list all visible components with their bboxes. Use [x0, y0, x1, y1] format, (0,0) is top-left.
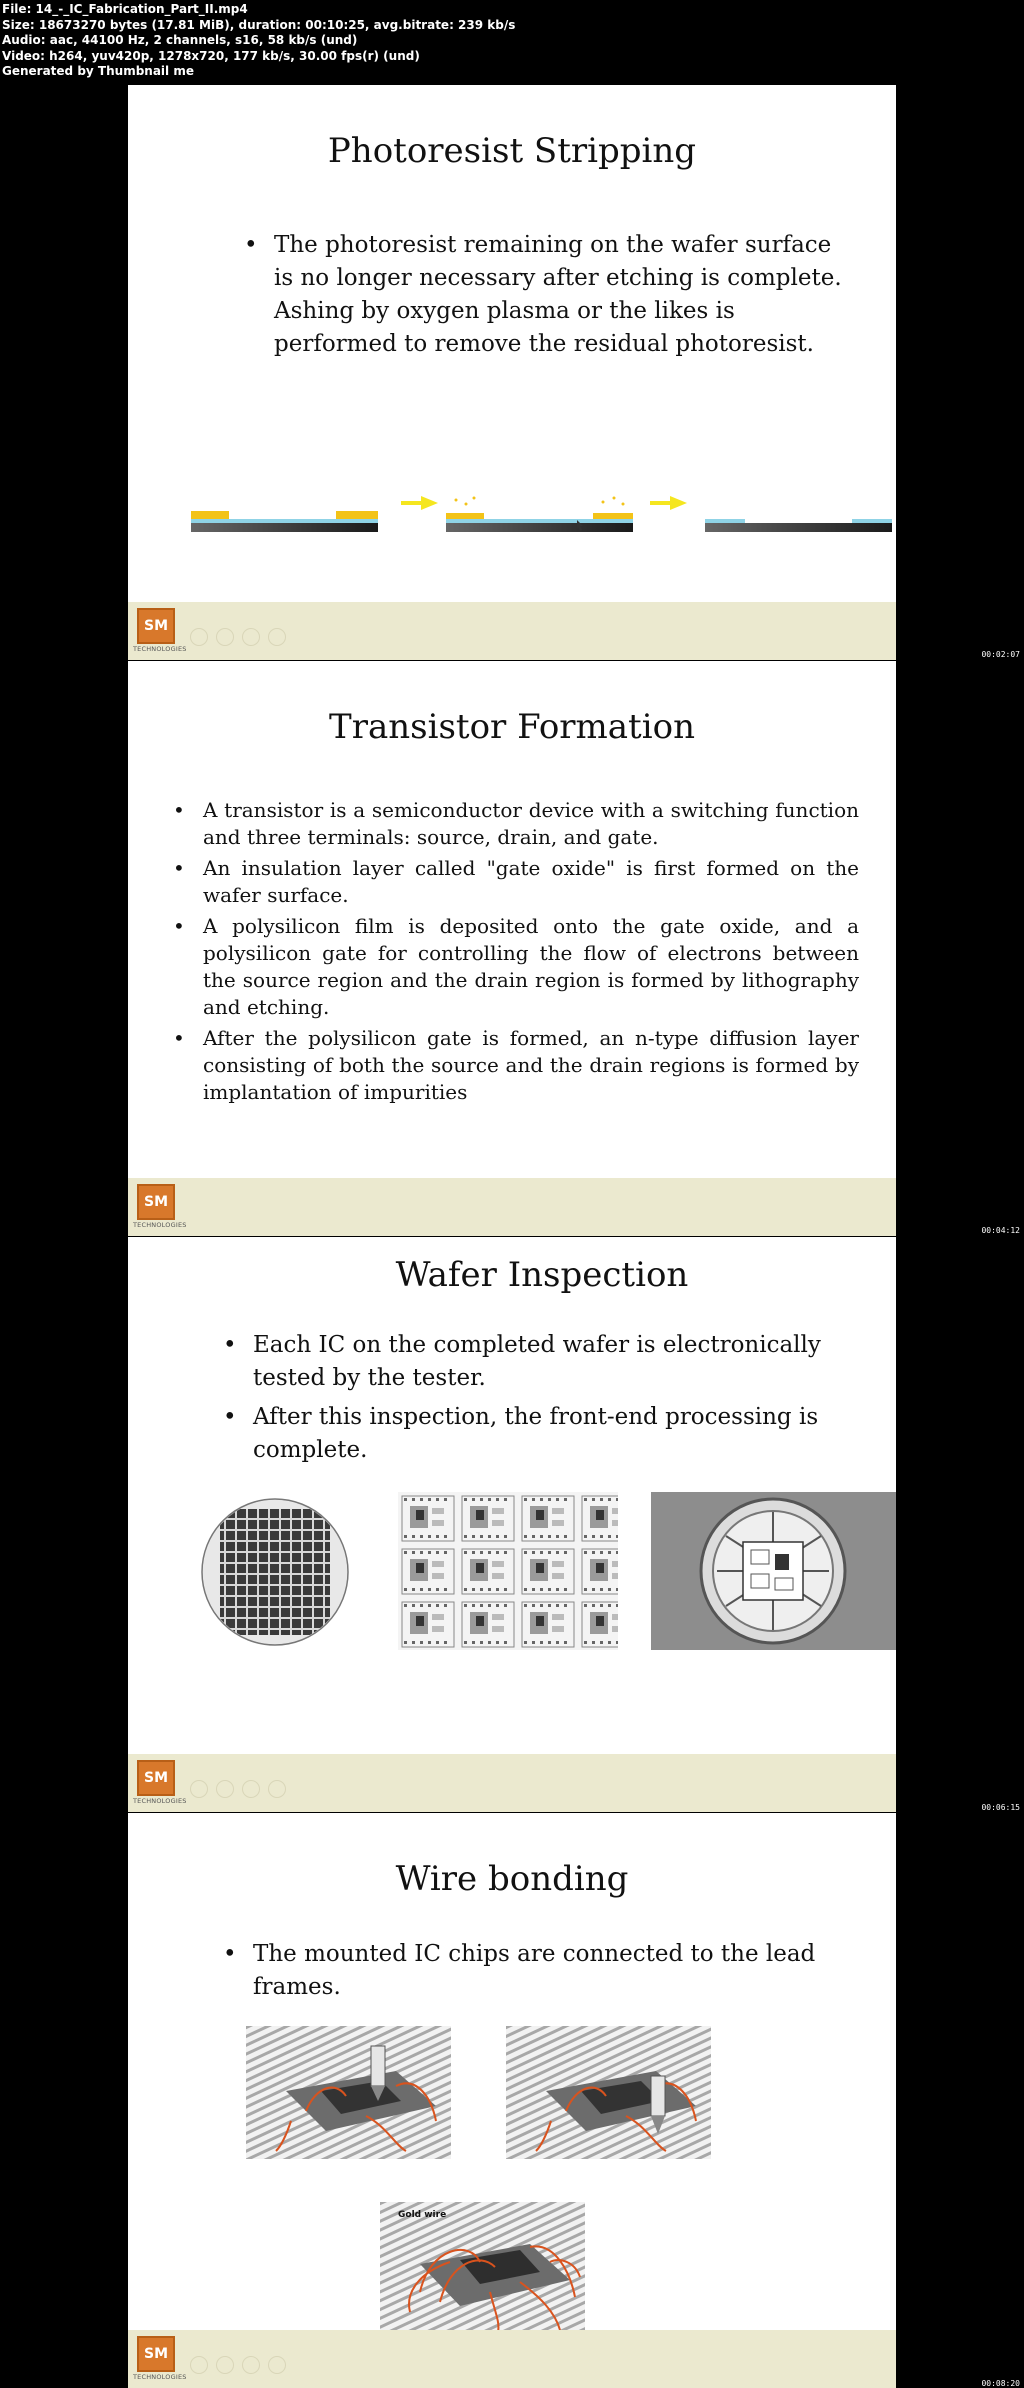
arrow-icon [401, 496, 438, 510]
wire-bonding-image-2 [506, 2026, 711, 2159]
file-size: Size: 18673270 bytes (17.81 MiB), duration: 00:10:25, avg.bitrate: 239 kb/s [2, 17, 516, 32]
prev-control-icon[interactable] [190, 1780, 208, 1798]
sm-logo: SM TECHNOLOGIES [133, 1184, 179, 1230]
slide-title: Photoresist Stripping [327, 131, 697, 171]
slide-footer [128, 2330, 896, 2388]
slide-wire-bonding [128, 1813, 896, 2388]
menu-control-icon[interactable] [242, 628, 260, 646]
pen-control-icon[interactable] [216, 1780, 234, 1798]
bullet-list [223, 1329, 863, 1467]
slide-title: Wafer Inspection [395, 1255, 689, 1295]
bullet-item: • A polysilicon film is deposited onto the gate oxide, and a polysilicon gate for controlling the flow of electrons between the source region and the drain region is formed by lithography and etching. [173, 913, 859, 1021]
bullet-item: • Each IC on the completed wafer is electronically tested by the tester. [223, 1329, 863, 1395]
next-control-icon[interactable] [268, 2356, 286, 2374]
stripped-wafer-stage [705, 519, 892, 532]
gold-wire-label: Gold wire [398, 2210, 447, 2220]
gold-wire-diagram [380, 2202, 585, 2335]
slide-footer [128, 1754, 896, 1812]
bullet-list [223, 1938, 863, 2004]
timestamp-1: 00:02:07 [981, 650, 1020, 659]
timestamp-3: 00:06:15 [981, 1803, 1020, 1812]
bullet-list [244, 229, 856, 361]
next-control-icon[interactable] [268, 628, 286, 646]
bullet-item: • The photoresist remaining on the wafer surface is no longer necessary after etching is complete. Ashing by oxygen plasma or the likes is performed to remove the residual photoresist. [244, 229, 856, 361]
slide-title: Transistor Formation [329, 707, 695, 747]
chip-grid-image [398, 1492, 618, 1650]
bullet-list [173, 797, 859, 1106]
sm-logo: SM TECHNOLOGIES [133, 1760, 179, 1806]
file-name: File: 14_-_IC_Fabrication_Part_II.mp4 [2, 2, 248, 16]
bullet-item: • A transistor is a semiconductor device with a switching function and three terminals: source, drain, and gate. [173, 797, 859, 851]
prev-control-icon[interactable] [190, 2356, 208, 2374]
ashing-stage [446, 497, 633, 533]
menu-control-icon[interactable] [242, 2356, 260, 2374]
wafer-with-resist-stage [191, 511, 378, 532]
arrow-icon [650, 496, 687, 510]
pen-control-icon[interactable] [216, 2356, 234, 2374]
stripping-process-diagram [128, 480, 896, 560]
timestamp-2: 00:04:12 [981, 1226, 1020, 1235]
bullet-item: • The mounted IC chips are connected to the lead frames. [223, 1938, 863, 2004]
die-inspection-image [651, 1492, 896, 1650]
wire-bonding-image-1 [246, 2026, 451, 2159]
prev-control-icon[interactable] [190, 628, 208, 646]
slide-transistor-formation [128, 661, 896, 1236]
pen-control-icon[interactable] [216, 628, 234, 646]
bullet-item: • After this inspection, the front-end processing is complete. [223, 1401, 863, 1467]
slide-photoresist-stripping [128, 85, 896, 660]
menu-control-icon[interactable] [242, 1780, 260, 1798]
video-info-header [2, 2, 515, 80]
wafer-image [192, 1497, 358, 1647]
sm-logo: SM TECHNOLOGIES [133, 2336, 179, 2382]
audio-info: Audio: aac, 44100 Hz, 2 channels, s16, 58 kb/s (und) [2, 33, 358, 47]
slide-footer [128, 1178, 896, 1236]
sm-logo: SM TECHNOLOGIES [133, 608, 179, 654]
bullet-item: • After the polysilicon gate is formed, an n-type diffusion layer consisting of both the source and the drain regions is formed by implantation of impurities [173, 1025, 859, 1106]
video-info: Video: h264, yuv420p, 1278x720, 177 kb/s, 30.00 fps(r) (und) [2, 48, 420, 63]
gold-wire-image [380, 2202, 585, 2335]
generator-info: Generated by Thumbnail me [2, 64, 194, 78]
bullet-item: • An insulation layer called "gate oxide" is first formed on the wafer surface. [173, 855, 859, 909]
next-control-icon[interactable] [268, 1780, 286, 1798]
timestamp-4: 00:08:20 [981, 2379, 1020, 2388]
slide-wafer-inspection [128, 1237, 896, 1812]
slide-title: Wire bonding [395, 1859, 629, 1899]
slide-footer [128, 602, 896, 660]
